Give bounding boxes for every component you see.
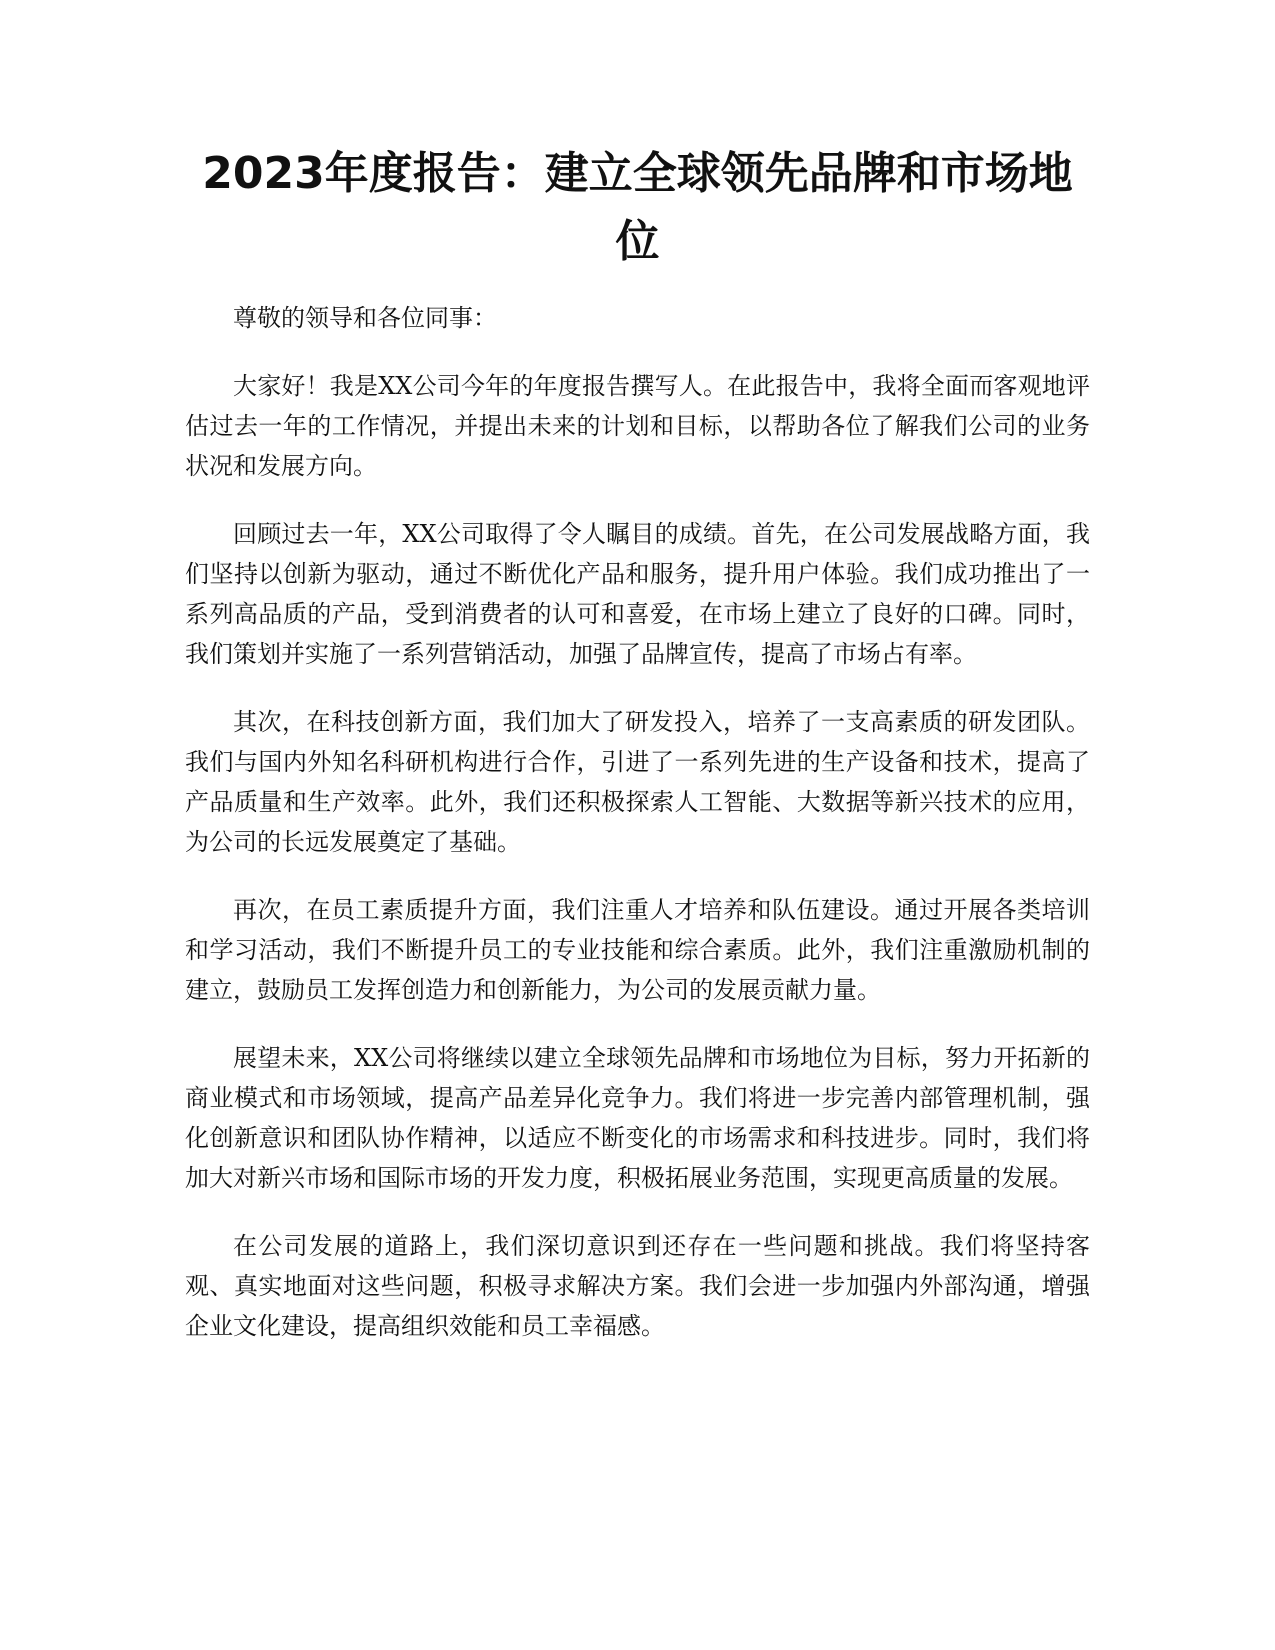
paragraph-greeting: 大家好！我是XX公司今年的年度报告撰写人。在此报告中，我将全面而客观地评估过去一年的工作情况，并提出未来的计划和目标，以帮助各位了解我们公司的业务状况和发展方向。 <box>185 372 1090 480</box>
paragraph-tech-innovation: 其次，在科技创新方面，我们加大了研发投入，培养了一支高素质的研发团队。我们与国内外知名科研机构进行合作，引进了一系列先进的生产设备和技术，提高了产品质量和生产效率。此外，我们还积极探索人工智能、大数据等新兴技术的应用，为公司的长远发展奠定了基础。 <box>185 708 1090 856</box>
paragraph-review: 回顾过去一年，XX公司取得了令人瞩目的成绩。首先，在公司发展战略方面，我们坚持以创新为驱动，通过不断优化产品和服务，提升用户体验。我们成功推出了一系列高品质的产品，受到消费者的认可和喜爱，在市场上建立了良好的口碑。同时，我们策划并实施了一系列营销活动，加强了品牌宣传，提高了市场占有率。 <box>185 520 1090 668</box>
document-title: 2023年度报告：建立全球领先品牌和市场地位 <box>202 148 1073 267</box>
paragraph-outlook: 展望未来，XX公司将继续以建立全球领先品牌和市场地位为目标，努力开拓新的商业模式和市场领域，提高产品差异化竞争力。我们将进一步完善内部管理机制，强化创新意识和团队协作精神，以适应不断变化的市场需求和科技进步。同时，我们将加大对新兴市场和国际市场的开发力度，积极拓展业务范围，实现更高质量的发展。 <box>185 1044 1090 1192</box>
paragraph-challenges: 在公司发展的道路上，我们深切意识到还存在一些问题和挑战。我们将坚持客观、真实地面对这些问题，积极寻求解决方案。我们会进一步加强内外部沟通，增强企业文化建设，提高组织效能和员工幸福感。 <box>185 1232 1090 1340</box>
paragraph-staff-quality: 再次，在员工素质提升方面，我们注重人才培养和队伍建设。通过开展各类培训和学习活动，我们不断提升员工的专业技能和综合素质。此外，我们注重激励机制的建立，鼓励员工发挥创造力和创新能力，为公司的发展贡献力量。 <box>185 896 1090 1004</box>
salutation: 尊敬的领导和各位同事： <box>233 304 497 332</box>
document-body <box>185 298 1090 1346</box>
